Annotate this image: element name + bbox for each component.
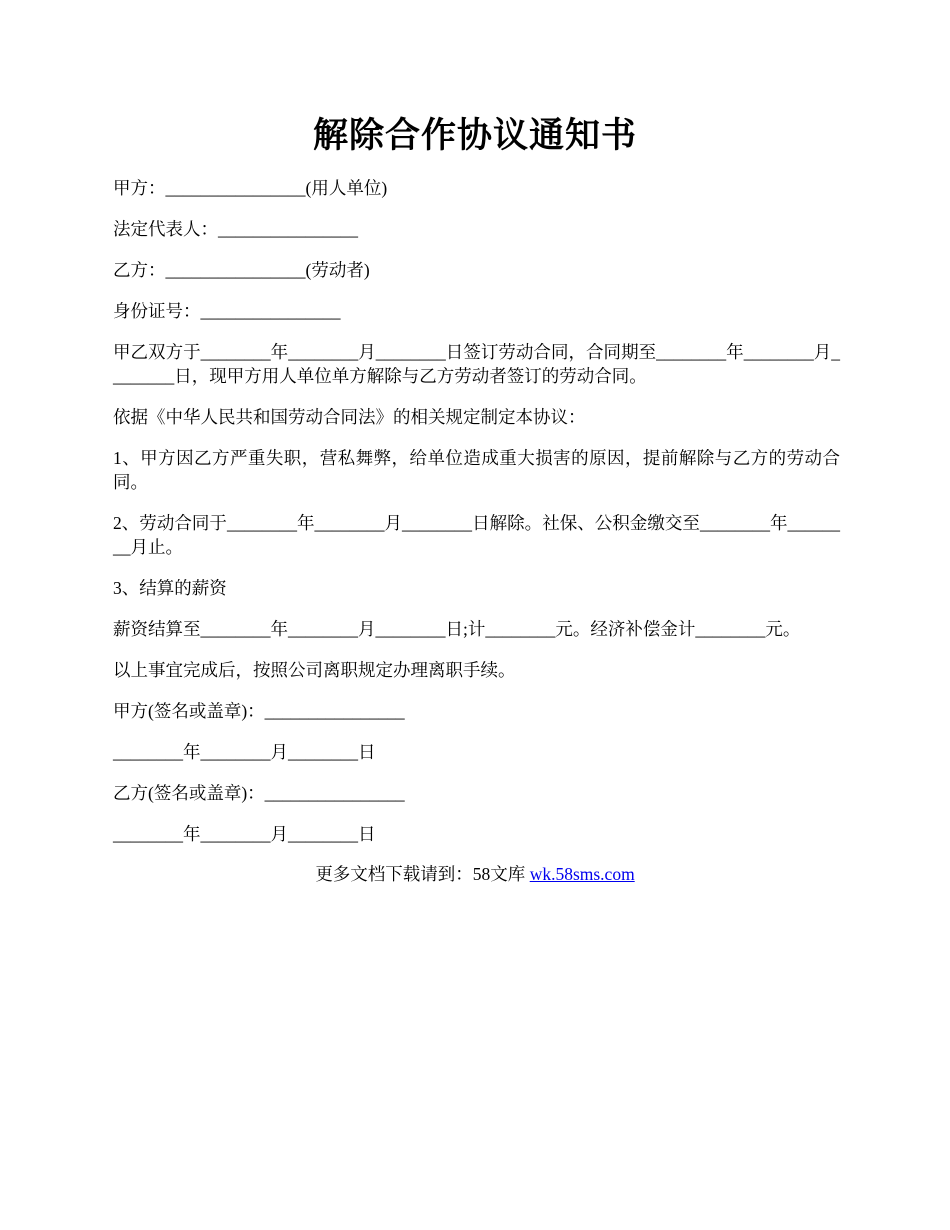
clause-3-heading: 3、结算的薪资 [113, 578, 227, 598]
footer-text: 更多文档下载请到：58文库 [315, 864, 530, 884]
document-title: 解除合作协议通知书 [312, 116, 637, 155]
party-b-signature-line: 乙方(签名或盖章)：________________ [113, 783, 405, 803]
party-b-line: 乙方：________________(劳动者) [113, 260, 370, 280]
legal-representative-line: 法定代表人：________________ [113, 219, 358, 239]
completion-note: 以上事宜完成后，按照公司离职规定办理离职手续。 [113, 660, 516, 680]
document-body [113, 176, 840, 863]
party-a-signature-line: 甲方(签名或盖章)：________________ [113, 701, 405, 721]
contract-terms-paragraph: 甲乙双方于________年________月________日签订劳动合同，合同期至________年________月________日，现甲方用人单位单方解除与乙方劳动者签订的劳动合同。 [113, 342, 840, 386]
clause-1: 1、甲方因乙方严重失职，营私舞弊，给单位造成重大损害的原因，提前解除与乙方的劳动合同。 [113, 448, 840, 492]
id-number-line: 身份证号：________________ [113, 301, 341, 321]
clause-2: 2、劳动合同于________年________月________日解除。社保、公积金缴交至________年________月止。 [113, 513, 840, 557]
party-a-date-line: ________年________月________日 [113, 742, 376, 762]
legal-basis-paragraph: 依据《中华人民共和国劳动合同法》的相关规定制定本协议： [113, 407, 586, 427]
footer-link[interactable]: wk.58sms.com [529, 864, 635, 884]
footer [0, 862, 950, 886]
party-a-line: 甲方：________________(用人单位) [113, 178, 388, 198]
salary-settlement-line: 薪资结算至________年________月________日;计________元。经济补偿金计________元。 [113, 619, 801, 639]
party-b-date-line: ________年________月________日 [113, 824, 376, 844]
